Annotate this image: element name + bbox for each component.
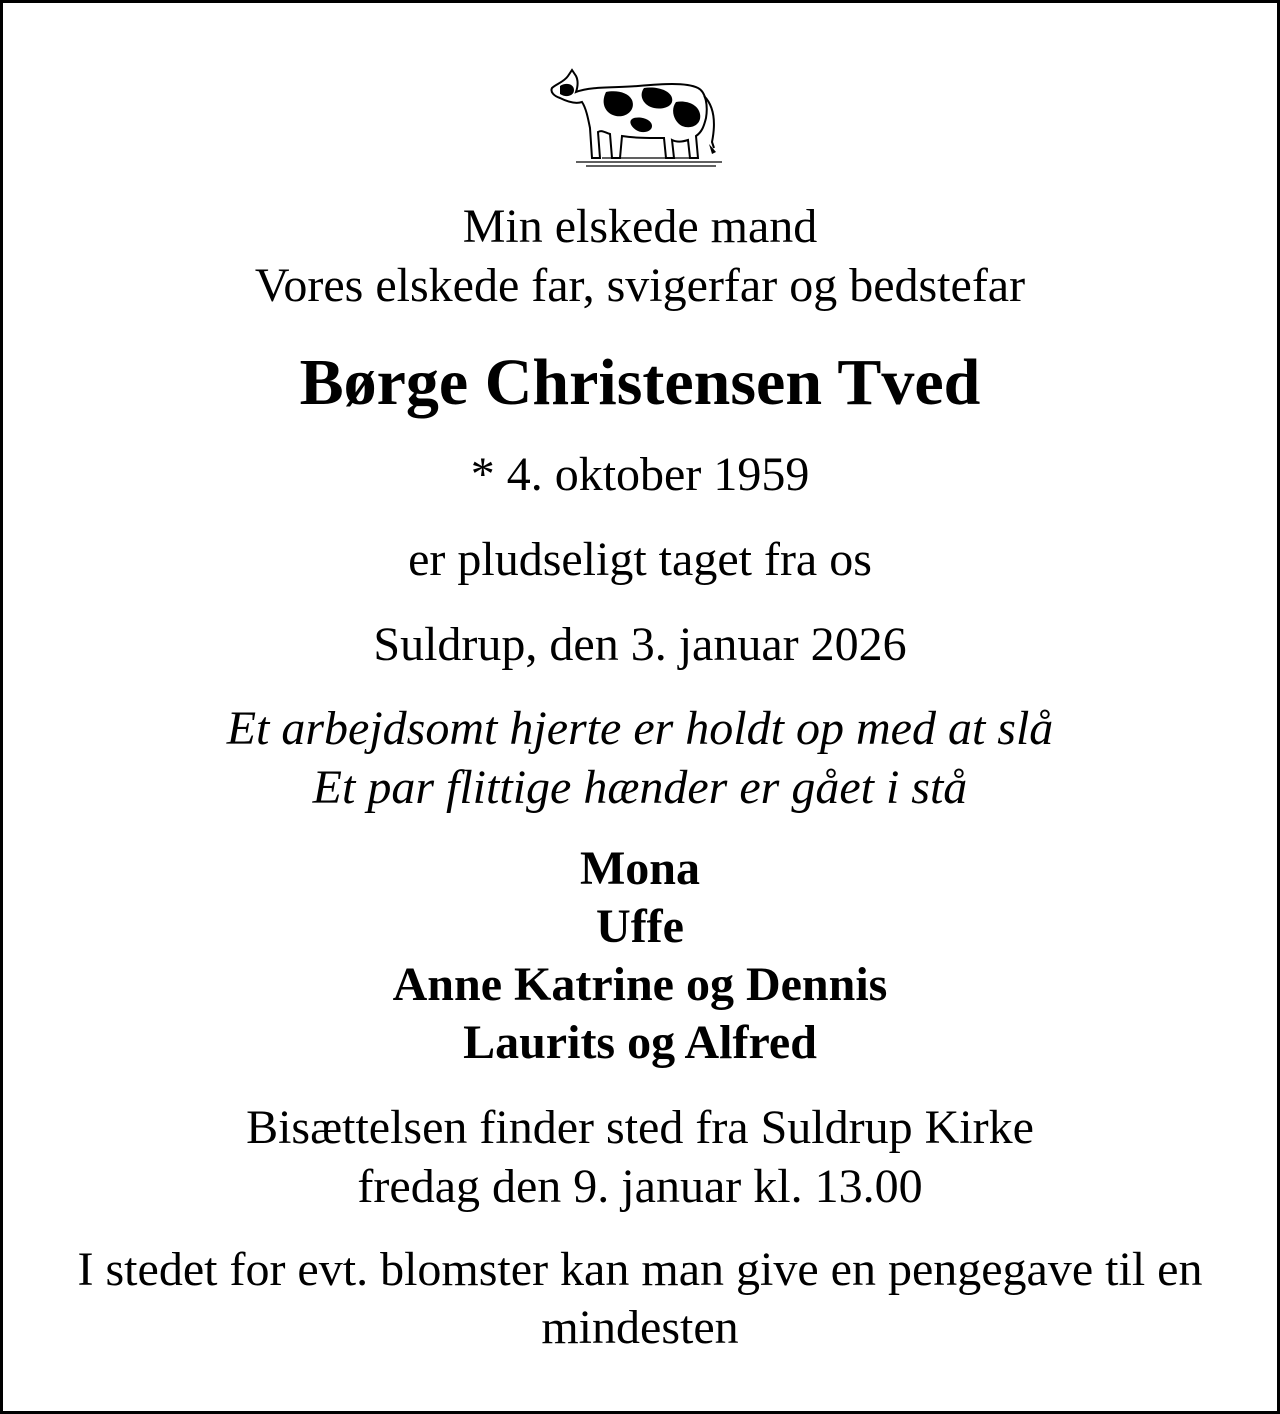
verse-line-1: Et arbejdsomt hjerte er holdt op med at slå — [226, 702, 1054, 755]
family-line-2: Uffe — [596, 900, 684, 953]
family-line-1: Mona — [580, 842, 700, 895]
birth-date: * 4. oktober 1959 — [470, 448, 810, 501]
passed-text: er pludseligt taget fra os — [408, 533, 872, 586]
cow-icon — [546, 62, 724, 170]
family-line-3: Anne Katrine og Dennis — [392, 958, 888, 1011]
verse-line-2: Et par flittige hænder er gået i stå — [312, 761, 968, 814]
deceased-name: Børge Christensen Tved — [299, 346, 981, 419]
donation-line-2: mindesten — [541, 1301, 739, 1354]
donation-line-1: I stedet for evt. blomster kan man give en pengegave til en — [77, 1243, 1203, 1296]
family-line-4: Laurits og Alfred — [463, 1016, 817, 1069]
intro-line-1: Min elskede mand — [462, 200, 818, 253]
funeral-line-2: fredag den 9. januar kl. 13.00 — [357, 1160, 923, 1213]
funeral-line-1: Bisættelsen finder sted fra Suldrup Kirke — [246, 1101, 1034, 1154]
intro-line-2: Vores elskede far, svigerfar og bedstefar — [254, 259, 1026, 312]
place-date: Suldrup, den 3. januar 2026 — [373, 618, 907, 671]
